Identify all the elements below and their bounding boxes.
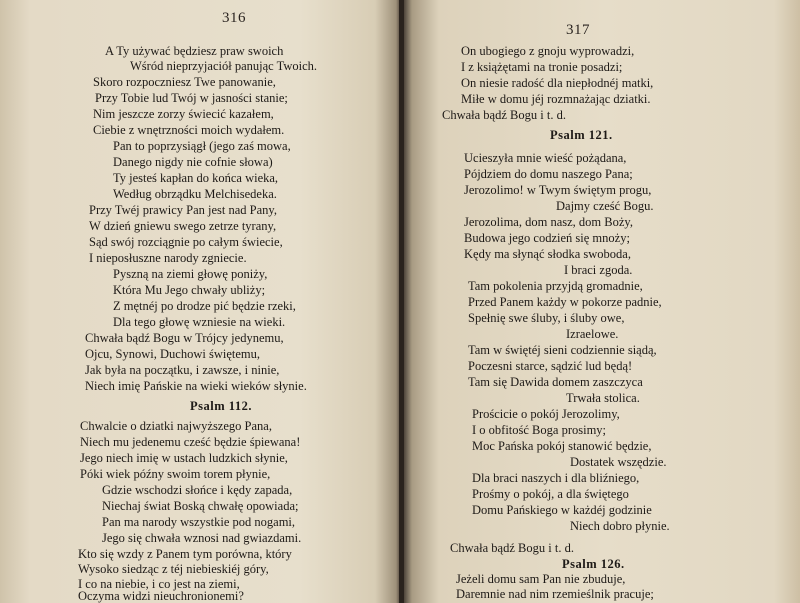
- text-line: On ubogiego z gnoju wyprowadzi,: [461, 44, 635, 58]
- text-line: Wśród nieprzyjaciół panując Twoich.: [130, 59, 318, 73]
- text-line: Gdzie wschodzi słońce i kędy zapada,: [102, 483, 293, 497]
- text-line: Moc Pańska pokój stanowić będzie,: [472, 439, 652, 453]
- text-line: Dajmy cześć Bogu.: [556, 199, 654, 213]
- text-line: Dla tego głowę wzniesie na wieki.: [113, 315, 286, 329]
- text-line: Wysoko siedząc z téj niebieskiéj góry,: [78, 562, 269, 576]
- text-line: Niech dobro płynie.: [570, 519, 670, 533]
- text-line: I braci zgoda.: [564, 263, 633, 277]
- text-line: On niesie radość dla niepłodnéj matki,: [461, 76, 654, 90]
- text-line: Spełnię swe śluby, i śluby owe,: [468, 311, 625, 325]
- text-line: Oczyma widzi nieuchronionemi?: [78, 589, 244, 603]
- text-line: Która Mu Jego chwały ubliży;: [113, 283, 266, 297]
- text-line: Jego się chwała wznosi nad gwiazdami.: [102, 531, 302, 545]
- text-line: Przy Tobie lud Twój w jasności stanie;: [95, 91, 288, 105]
- text-line: W dzień gniewu swego zetrze tyrany,: [89, 219, 277, 233]
- text-line: Tam się Dawida domem zaszczyca: [468, 375, 643, 389]
- text-line: Chwała bądź Bogu i t. d.: [450, 541, 574, 555]
- psalm-heading: Psalm 126.: [562, 557, 625, 571]
- text-line: Sąd swój rozciągnie po całym świecie,: [89, 235, 283, 249]
- text-line: Chwalcie o dziatki najwyższego Pana,: [80, 419, 272, 433]
- text-line: I nieposłuszne narody zgniecie.: [89, 251, 247, 265]
- text-line: Tam w świętéj sieni codziennie siądą,: [468, 343, 657, 357]
- text-line: Budowa jego codzień się mnoży;: [464, 231, 630, 245]
- text-line: Trwała stolica.: [566, 391, 640, 405]
- text-line: Izraelowe.: [566, 327, 619, 341]
- text-line: Skoro rozpoczniesz Twe panowanie,: [93, 75, 276, 89]
- text-line: Ty jesteś kapłan do końca wieka,: [113, 171, 279, 185]
- text-line: Pójdziem do domu naszego Pana;: [464, 167, 633, 181]
- text-line: Jego niech imię w ustach ludzkich słynie,: [80, 451, 288, 465]
- text-line: Z mętnéj po drodze pić będzie rzeki,: [113, 299, 296, 313]
- text-line: Pan to poprzysiągł (jego zaś mowa,: [113, 139, 291, 153]
- text-line: Tam pokolenia przyjdą gromadnie,: [468, 279, 643, 293]
- text-line: Prośmy o pokój, a dla świętego: [472, 487, 629, 501]
- text-line: Jerozolimo! w Twym świętym progu,: [464, 183, 652, 197]
- text-line: Poczesni starce, sądzić lud będą!: [468, 359, 633, 373]
- text-line: Daremnie nad nim rzemieślnik pracuje;: [456, 587, 654, 601]
- right-page: [404, 0, 800, 603]
- page-number-left: 316: [222, 10, 246, 26]
- text-line: Przy Twéj prawicy Pan jest nad Pany,: [89, 203, 277, 217]
- text-line: Jak była na początku, i zawsze, i ninie,: [85, 363, 280, 377]
- text-line: I o obfitość Boga prosimy;: [472, 423, 607, 437]
- text-line: Jerozolima, dom nasz, dom Boży,: [464, 215, 633, 229]
- text-line: Dostatek wszędzie.: [570, 455, 667, 469]
- text-line: Niech mu jedenemu cześć będzie śpiewana!: [80, 435, 301, 449]
- text-line: Pan ma narody wszystkie pod nogami,: [102, 515, 296, 529]
- text-line: Pyszną na ziemi głowę poniży,: [113, 267, 268, 281]
- text-line: Domu Pańskiego w każdéj godzinie: [472, 503, 652, 517]
- text-line: Póki wiek późny swoim torem płynie,: [80, 467, 271, 481]
- text-line: Prościcie o pokój Jerozolimy,: [472, 407, 620, 421]
- text-line: Jeżeli domu sam Pan nie zbuduje,: [456, 572, 626, 586]
- text-line: Według obrządku Melchisedeka.: [113, 187, 277, 201]
- text-line: Danego nigdy nie cofnie słowa): [113, 155, 273, 169]
- text-line: Chwała bądź Bogu i t. d.: [442, 108, 566, 122]
- psalm-heading: Psalm 112.: [190, 399, 252, 413]
- text-line: Nim jeszcze zorzy świecić kazałem,: [93, 107, 274, 121]
- text-line: I co na niebie, i co jest na ziemi,: [78, 577, 240, 591]
- text-line: Przed Panem każdy w pokorze padnie,: [468, 295, 662, 309]
- text-line: A Ty używać będziesz praw swoich: [105, 44, 284, 58]
- text-line: Ciebie z wnętrzności moich wydałem.: [93, 123, 285, 137]
- text-line: I z książętami na tronie posadzi;: [461, 60, 623, 74]
- text-line: Miłe w domu jéj rozmnażając dziatki.: [461, 92, 651, 106]
- text-line: Ojcu, Synowi, Duchowi świętemu,: [85, 347, 260, 361]
- page-number-right: 317: [566, 22, 590, 38]
- text-line: Kto się wzdy z Panem tym porówna, który: [78, 547, 292, 561]
- text-line: Niechaj świat Boską chwałę opowiada;: [102, 499, 299, 513]
- text-line: Ucieszyła mnie wieść pożądana,: [464, 151, 627, 165]
- text-line: Niech imię Pańskie na wieki wieków słynie.: [85, 379, 307, 393]
- psalm-heading: Psalm 121.: [550, 128, 613, 142]
- text-line: Kędy ma słynąć słodka swoboda,: [464, 247, 631, 261]
- text-line: Dla braci naszych i dla bliźniego,: [472, 471, 640, 485]
- text-line: Chwała bądź Bogu w Trójcy jedynemu,: [85, 331, 284, 345]
